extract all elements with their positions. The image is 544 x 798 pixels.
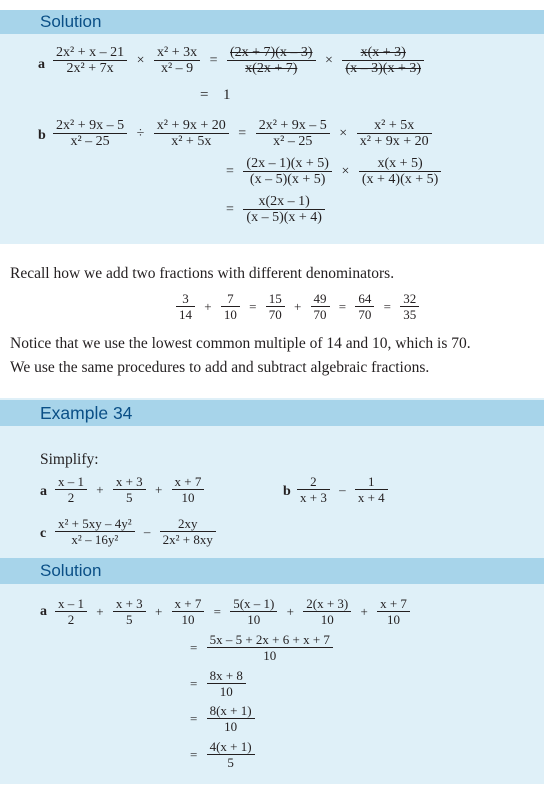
fraction: $\frac{64}{70}$ bbox=[355, 291, 374, 322]
cancelled-fraction: $\frac{x(x + 5)}{(x + 4)(x + 5)}$ bbox=[359, 156, 441, 187]
simplify-instruction: Simplify: bbox=[40, 451, 99, 468]
solution-heading: Solution bbox=[40, 561, 102, 580]
cancelled-fraction: $\frac{(2x + 7)(x - 3)}{x(2x + 7)}$ bbox=[227, 45, 316, 76]
fraction: $\frac{x + 7}{10}$ bbox=[172, 596, 205, 627]
notice-text-1: Notice that we use the lowest common multiple of 14 and 10, which is 70. bbox=[10, 335, 471, 352]
fraction: $\frac{8x + 8}{10}$ bbox=[207, 668, 246, 699]
fraction: $\frac{1}{x + 4}$ bbox=[355, 474, 388, 505]
fraction: $\frac{\text{2x² + 9x – 5}}{\text{x² – 25}}$ bbox=[256, 118, 330, 149]
fraction: $\frac{2(x + 3)}{10}$ bbox=[303, 596, 351, 627]
solution2-line3: = $\frac{8x + 8}{10}$ bbox=[190, 668, 247, 699]
fraction: $\frac{2}{x + 3}$ bbox=[297, 474, 330, 505]
solution-b-line1: $\frac{\text{2x² + 9x – 5}}{\text{x² – 25}}$ ÷ $\frac{\text{x² + 9x + 20}}{\text{x² + 5x}}$ = $\frac{\text{2x² + 9x – 5}}{\text{x² – 25}}$ × $\frac{\text{x² + 5x}}{\text{x² + 9x + 20}}$ bbox=[52, 118, 433, 149]
fraction: $\frac{3}{14}$ bbox=[176, 291, 195, 322]
fraction: $\frac{x - 1}{2}$ bbox=[55, 596, 87, 627]
fraction: $\frac{\text{2x² + 9x – 5}}{\text{x² – 25}}$ bbox=[53, 118, 127, 149]
fraction: $\frac{2xy}{\text{2x² + 8xy}}$ bbox=[160, 516, 216, 547]
fraction: $\frac{5(x - 1)}{10}$ bbox=[230, 596, 277, 627]
solution-a-line1: $\frac{\text{2x² + x – 21}}{\text{2x² + 7x}}$ × $\frac{\text{x² + 3x}}{\text{x² – 9}}$ = $\frac{(2x + 7)(x - 3)}{x(2x + 7)}$ × $\frac{x(x + 3)}{(x - 3)(x + 3)}$ bbox=[52, 45, 425, 76]
solution2-line5: = $\frac{4(x + 1)}{5}$ bbox=[190, 739, 256, 770]
example-header bbox=[0, 400, 544, 426]
fraction: $\frac{8(x + 1)}{10}$ bbox=[207, 703, 255, 734]
numeric-fraction-example: $\frac{3}{14}$ + $\frac{7}{10}$ = $\frac{15}{70}$ + $\frac{49}{70}$ = $\frac{64}{70}$ = $\frac{32}{35}$ bbox=[175, 291, 420, 322]
example-heading: Example 34 bbox=[40, 403, 133, 423]
fraction: $\frac{5x - 5 + 2x + 6 + x + 7}{10}$ bbox=[207, 632, 333, 663]
example-c-expression: $\frac{\text{x² + 5xy – 4y²}}{\text{x² – 16y²}}$ – $\frac{2xy}{\text{2x² + 8xy}}$ bbox=[54, 516, 217, 547]
fraction: $\frac{x + 3}{5}$ bbox=[113, 596, 146, 627]
solution2-line4: = $\frac{8(x + 1)}{10}$ bbox=[190, 703, 256, 734]
solution-header bbox=[0, 10, 544, 34]
result-value: 1 bbox=[223, 87, 231, 103]
fraction: $\frac{32}{35}$ bbox=[400, 291, 419, 322]
fraction: $\frac{x(2x - 1)}{(x - 5)(x + 4)}$ bbox=[243, 194, 325, 225]
example-b-expression: $\frac{2}{x + 3}$ – $\frac{1}{x + 4}$ bbox=[296, 474, 389, 505]
solution2-line1: $\frac{x - 1}{2}$ + $\frac{x + 3}{5}$ + $\frac{x + 7}{10}$ = $\frac{5(x - 1)}{10}$ + $\frac{2(x + 3)}{10}$ + $\frac{x + 7}{10}$ bbox=[54, 596, 411, 627]
part-b-label: b bbox=[283, 484, 291, 499]
part-c-label: c bbox=[40, 526, 47, 541]
fraction: $\frac{x + 3}{5}$ bbox=[113, 474, 146, 505]
fraction: $\frac{\text{2x² + x – 21}}{\text{2x² + 7x}}$ bbox=[53, 45, 127, 76]
part-b-label: b bbox=[38, 128, 46, 143]
fraction: $\frac{49}{70}$ bbox=[311, 291, 330, 322]
recall-text: Recall how we add two fractions with different denominators. bbox=[10, 265, 395, 282]
part-a-label: a bbox=[40, 484, 47, 499]
fraction: $\frac{x - 1}{2}$ bbox=[55, 474, 87, 505]
cancelled-fraction: $\frac{(2x - 1)(x + 5)}{(x - 5)(x + 5)}$ bbox=[243, 156, 332, 187]
notice-text-2: We use the same procedures to add and subtract algebraic fractions. bbox=[10, 359, 430, 376]
fraction: $\frac{7}{10}$ bbox=[221, 291, 240, 322]
solution2-line2: = $\frac{5x - 5 + 2x + 6 + x + 7}{10}$ bbox=[190, 632, 334, 663]
fraction: $\frac{\text{x² + 5x}}{\text{x² + 9x + 20}}$ bbox=[357, 118, 432, 149]
fraction: $\frac{4(x + 1)}{5}$ bbox=[207, 739, 255, 770]
part-a-label: a bbox=[38, 57, 45, 72]
equals-sign: = bbox=[200, 87, 209, 103]
fraction: $\frac{\text{x² + 3x}}{\text{x² – 9}}$ bbox=[154, 45, 200, 76]
solution-b-line2: = $\frac{(2x - 1)(x + 5)}{(x - 5)(x + 5)}$ × $\frac{x(x + 5)}{(x + 4)(x + 5)}$ bbox=[226, 156, 442, 187]
fraction: $\frac{x + 7}{10}$ bbox=[377, 596, 410, 627]
part-a-label: a bbox=[40, 604, 47, 619]
fraction: $\frac{15}{70}$ bbox=[266, 291, 285, 322]
fraction: $\frac{x + 7}{10}$ bbox=[172, 474, 205, 505]
solution-header bbox=[0, 558, 544, 584]
cancelled-fraction: $\frac{x(x + 3)}{(x - 3)(x + 3)}$ bbox=[342, 45, 424, 76]
fraction: $\frac{\text{x² + 5xy – 4y²}}{\text{x² – 16y²}}$ bbox=[55, 516, 135, 547]
solution-heading: Solution bbox=[40, 12, 102, 31]
fraction: $\frac{\text{x² + 9x + 20}}{\text{x² + 5x}}$ bbox=[154, 118, 229, 149]
solution-b-line3: = $\frac{x(2x - 1)}{(x - 5)(x + 4)}$ bbox=[226, 194, 326, 225]
example-a-expression: $\frac{x - 1}{2}$ + $\frac{x + 3}{5}$ + $\frac{x + 7}{10}$ bbox=[54, 474, 205, 505]
